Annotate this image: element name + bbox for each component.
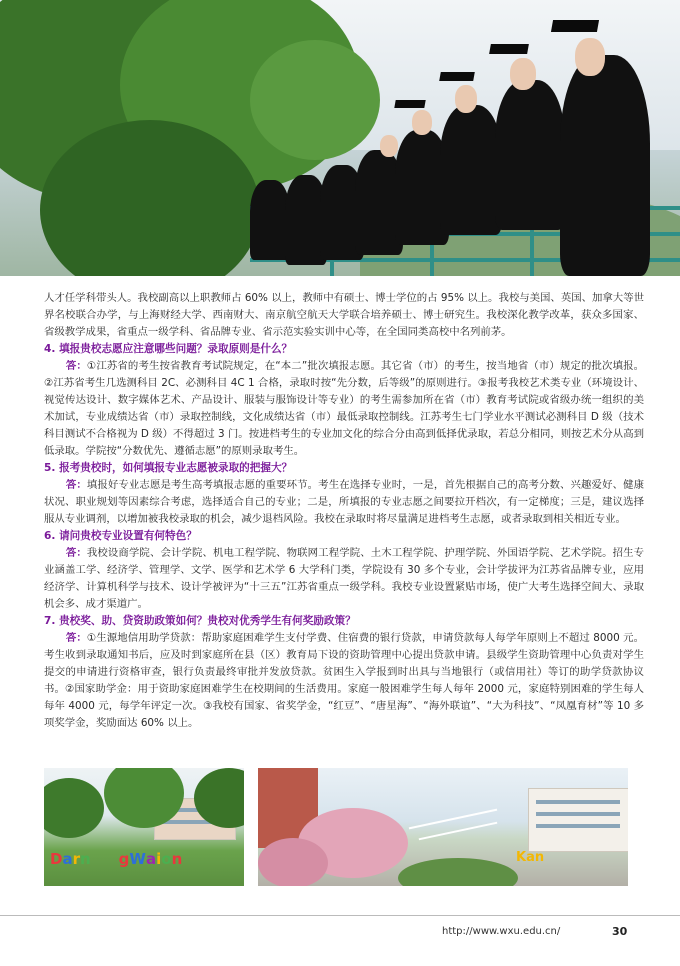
- question-7-heading: 7. 贵校奖、助、贷资助政策如何？贵校对优秀学生有何奖励政策？: [44, 615, 356, 627]
- sculpture-letter: o: [161, 850, 172, 868]
- answer-5-paragraph: [44, 477, 644, 528]
- sculpture-letter: n: [79, 850, 91, 868]
- sculpture-letter: W: [129, 850, 146, 868]
- sculpture-letter: i: [156, 850, 162, 868]
- graduate-figure: [250, 180, 290, 260]
- sculpture-letter: a: [145, 850, 157, 868]
- page-number: 30: [612, 925, 628, 938]
- answer-4-paragraph: [44, 358, 644, 460]
- graduate-figure: [560, 55, 650, 276]
- answer-5-text: 填报好专业志愿是考生高考填报志愿的重要环节。考生在选择专业时，一是，首先根据自己的高考分数、兴趣爱好、健康状况、职业规划等因素综合考虑，选择适合自己的专业；二是，所填报的专业志愿之间要拉开档次，有一定梯度；三是，建议选择服从专业调剂，以增加被我校录取的机会，减少退档风险。我校在录取时将尽量满足进档考生志愿，或者录取到相关相近专业。: [44, 479, 644, 525]
- graduate-face: [575, 38, 605, 76]
- shrub: [398, 858, 518, 886]
- building-window-row: [536, 824, 620, 828]
- sculpture-letter: n: [171, 850, 183, 868]
- answer-label: 答：: [65, 479, 87, 491]
- graduation-cap: [439, 72, 475, 81]
- question-4-heading: 4. 填报贵校志愿应注意哪些问题？录取原则是什么？: [44, 343, 293, 355]
- graduate-face: [412, 110, 432, 135]
- campus-photo-right: [258, 768, 628, 886]
- question-6-heading: 6. 请问贵校专业设置有何特色？: [44, 530, 197, 542]
- sculpture-letter: D: [50, 850, 63, 868]
- answer-7-paragraph: [44, 630, 644, 732]
- answer-6-paragraph: [44, 545, 644, 613]
- campus-photo-left: [44, 768, 244, 886]
- graduate-face: [455, 85, 477, 113]
- campus-tree: [44, 778, 104, 838]
- graduation-cap: [551, 20, 599, 32]
- cherry-blossom-tree: [258, 838, 328, 886]
- graduation-cap: [394, 100, 425, 108]
- answer-7-text: ①生源地信用助学贷款：帮助家庭困难学生支付学费、住宿费的银行贷款，申请贷款每人每学年原则上不超过 8000 元。考生收到录取通知书后，应及时到家庭所在县（区）教育局下设的资助管理中心提出贷款申请。县级学生资助管理中心负责对学生提交的申请进行资格审查，银行负责最终审批并发放贷款。贫困生入学报到时出具与当地银行（或信用社）等订的助学贷款协议书。②国家助学金：用于资助家庭困难学生在校期间的生活费用。家庭一般困难学生每人每年 2000 元，家庭特别困难的学生每人每年 4000 元，每学年评定一次。③我校有国家、省奖学金，“红豆”、“唐星海”、“海外联谊”、“大为科技”、“凤凰育材”等 10 多项奖学金，奖励面达 60% 以上。: [44, 632, 645, 729]
- colorful-letter-sculpture: [50, 850, 182, 868]
- answer-4-text: ①江苏省的考生按省教育考试院规定，在“本二”批次填报志愿。其它省（市）的考生，按当地省（市）规定的批次填报。②江苏省考生几选测科目 2C、必测科目 4C 1 合格，录取时按“先分数，后等级”的原则进行。③报考我校艺术类专业（环境设计、视觉传达设计、数字媒体艺术、产品设计、服装与服饰设计等专业）的考生需参加所在省（市）教育考试院或省级办统一组织的美术加试，专业成绩达省（市）录取控制线，文化成绩达省（市）最低录取控制线。江苏考生七门学业水平测试必测科目 D 级（技术科目测试不合格视为 D 级）不得超过 3 门。按进档考生的专业加文化的综合分由高到低择优录取，若总分相同，则按艺术分从高到低录取。学院按“分数优先、遵循志愿”的原则录取考生。: [44, 360, 645, 457]
- footer-divider: [0, 915, 680, 916]
- sculpture-letter: r: [72, 850, 80, 868]
- intro-paragraph: 人才任学科带头人。我校副高以上职教师占 60% 以上，教师中有硕士、博士学位的占 95% 以上。我校与美国、英国、加拿大等世界名校联合办学，与上海财经大学、西南财大、南京航空航天大学联合培养硕士、博士研究生。我校深化教学改革，获众多国家、省级教学成果，省重点一级学科、省品牌专业、省示范实验实训中心等，在全国同类高校中名列前茅。: [44, 292, 644, 338]
- hero-tree: [250, 40, 380, 160]
- graduate-face: [510, 58, 536, 90]
- sculpture-letter: a: [62, 850, 73, 868]
- question-5-heading: 5. 报考贵校时，如何填报专业志愿被录取的把握大？: [44, 462, 293, 474]
- footer-url[interactable]: http://www.wxu.edu.cn/: [442, 926, 561, 937]
- answer-6-text: 我校设商学院、会计学院、机电工程学院、物联网工程学院、土木工程学院、护理学院、外国语学院、艺术学院。招生专业涵盖工学、经济学、管理学、文学、医学和艺术学 6 大学科门类，学院设有 30 多个专业，会计学拔评为江苏省品牌专业，应用经济学、计算机科学与技术、设计学被评为“十三五”江苏省重点一级学科。我校专业设置紧贴市场，使广大考生选择空间大、录取机会多、成才渠道广。: [44, 547, 644, 610]
- sculpture-letter: g: [118, 850, 130, 868]
- answer-label: 答：: [65, 547, 87, 559]
- building-window-row: [536, 812, 620, 816]
- building-window-row: [536, 800, 620, 804]
- article-body: [44, 290, 644, 732]
- campus-sign: Kan: [516, 850, 545, 865]
- graduation-cap: [489, 44, 529, 54]
- campus-building: [528, 788, 628, 852]
- graduate-figure: [440, 105, 502, 235]
- graduate-face: [380, 135, 398, 157]
- answer-label: 答：: [65, 360, 87, 372]
- answer-label: 答：: [65, 632, 87, 644]
- graduate-figure: [495, 80, 565, 230]
- hero-graduation-photo: [0, 0, 680, 276]
